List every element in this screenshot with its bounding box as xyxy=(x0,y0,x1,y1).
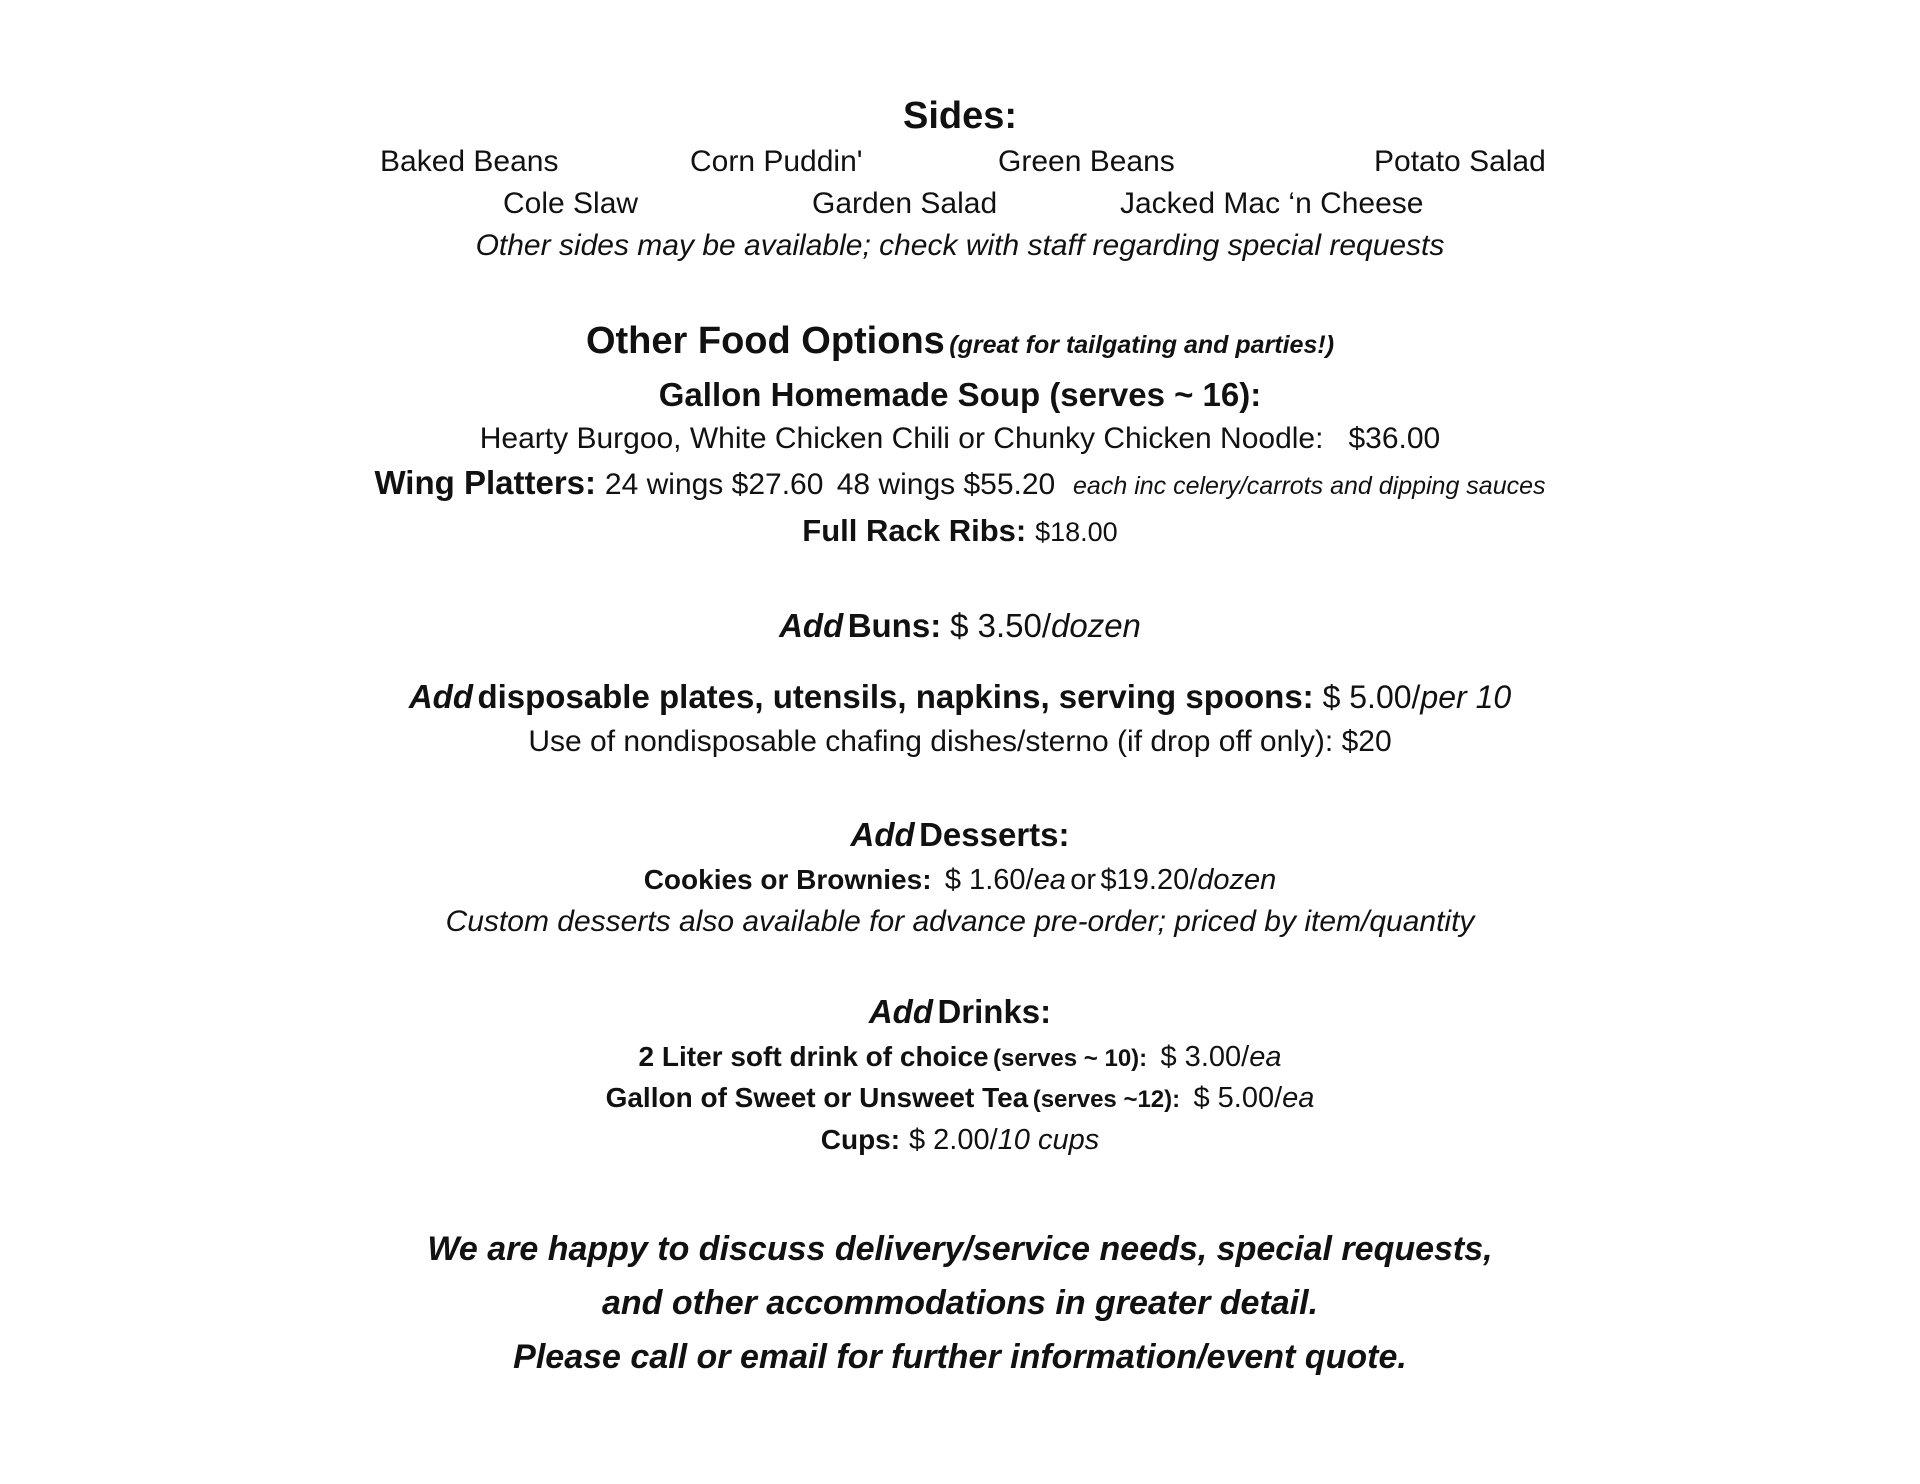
wings-48: 48 wings $55.20 xyxy=(836,468,1056,501)
cookies-unit-each: ea xyxy=(1033,864,1066,896)
other-food-title: Other Food Options xyxy=(585,320,945,362)
side-item-garden-salad: Garden Salad xyxy=(812,187,998,220)
soda-line xyxy=(0,1043,1920,1072)
ribs-label: Full Rack Ribs: xyxy=(802,513,1027,548)
cookies-price-dozen: $19.20/ xyxy=(1100,864,1198,896)
desserts-label: Desserts: xyxy=(919,816,1070,853)
soda-price: $ 3.00/ xyxy=(1160,1041,1250,1073)
cups-label: Cups: xyxy=(820,1124,901,1155)
tea-serves: (serves ~12): xyxy=(1032,1086,1181,1113)
disposables-add: Add xyxy=(408,678,473,715)
wings-note: each inc celery/carrots and dipping sauces xyxy=(1073,472,1546,500)
cups-price: $ 2.00/ xyxy=(908,1124,998,1156)
soup-varieties: Hearty Burgoo, White Chicken Chili or Chunky Chicken Noodle: xyxy=(479,422,1324,455)
ribs-price: $18.00 xyxy=(1035,517,1118,547)
side-item-green-beans: Green Beans xyxy=(998,145,1175,178)
soda-unit: ea xyxy=(1249,1041,1282,1073)
side-item-potato-salad: Potato Salad xyxy=(1374,145,1546,178)
drinks-add: Add xyxy=(868,993,933,1030)
soup-heading: Gallon Homemade Soup (serves ~ 16): xyxy=(658,376,1262,413)
buns-add: Add xyxy=(779,607,844,644)
cookies-label: Cookies or Brownies: xyxy=(643,864,932,895)
sides-note: Other sides may be available; check with staff regarding special requests xyxy=(475,229,1445,262)
side-item-cole-slaw: Cole Slaw xyxy=(503,187,639,220)
buns-unit: dozen xyxy=(1051,607,1141,644)
closing-line-1: We are happy to discuss delivery/service needs, special requests, xyxy=(427,1230,1493,1268)
soda-serves: (serves ~ 10): xyxy=(993,1045,1148,1072)
sides-title: Sides: xyxy=(902,95,1018,137)
desserts-add: Add xyxy=(850,816,915,853)
ribs-line xyxy=(0,515,1920,546)
soup-line xyxy=(0,424,1920,454)
cups-line xyxy=(0,1126,1920,1155)
wing-platters-line xyxy=(0,466,1920,500)
buns-price: $ 3.50/ xyxy=(950,607,1051,644)
drinks-label: Drinks: xyxy=(937,993,1052,1030)
desserts-note: Custom desserts also available for advance pre-order; priced by item/quantity xyxy=(445,905,1475,938)
side-item-baked-beans: Baked Beans xyxy=(380,145,559,178)
wings-24: 24 wings $27.60 xyxy=(604,468,824,501)
desserts-heading xyxy=(0,818,1920,851)
soda-label: 2 Liter soft drink of choice xyxy=(638,1041,989,1072)
buns-label: Buns: xyxy=(847,607,942,644)
disposables-unit: per 10 xyxy=(1420,679,1512,715)
side-item-jacked-mac: Jacked Mac ‘n Cheese xyxy=(1120,187,1424,220)
wings-label: Wing Platters: xyxy=(374,464,597,501)
cups-unit: 10 cups xyxy=(997,1124,1100,1156)
tea-price: $ 5.00/ xyxy=(1193,1082,1283,1114)
closing-line-3: Please call or email for further information/event quote. xyxy=(513,1338,1407,1376)
other-food-subtitle: (great for tailgating and parties!) xyxy=(949,331,1335,359)
cookies-unit-dozen: dozen xyxy=(1197,864,1277,896)
side-item-corn-puddin: Corn Puddin' xyxy=(690,145,863,178)
disposables-line xyxy=(0,680,1920,713)
disposables-price: $ 5.00/ xyxy=(1322,679,1421,715)
disposables-label: disposable plates, utensils, napkins, serving spoons: xyxy=(477,678,1314,715)
tea-unit: ea xyxy=(1282,1082,1315,1114)
closing-line-2: and other accommodations in greater detail. xyxy=(601,1284,1319,1322)
tea-label: Gallon of Sweet or Unsweet Tea xyxy=(605,1082,1029,1113)
cookies-line xyxy=(0,866,1920,895)
chafing-line: Use of nondisposable chafing dishes/sterno (if drop off only): $20 xyxy=(528,725,1392,758)
soup-price: $36.00 xyxy=(1348,422,1441,455)
tea-line xyxy=(0,1084,1920,1113)
other-food-heading xyxy=(0,322,1920,360)
buns-line xyxy=(0,609,1920,642)
drinks-heading xyxy=(0,995,1920,1028)
cookies-or: or xyxy=(1070,864,1097,896)
cookies-price-each: $ 1.60/ xyxy=(944,864,1034,896)
